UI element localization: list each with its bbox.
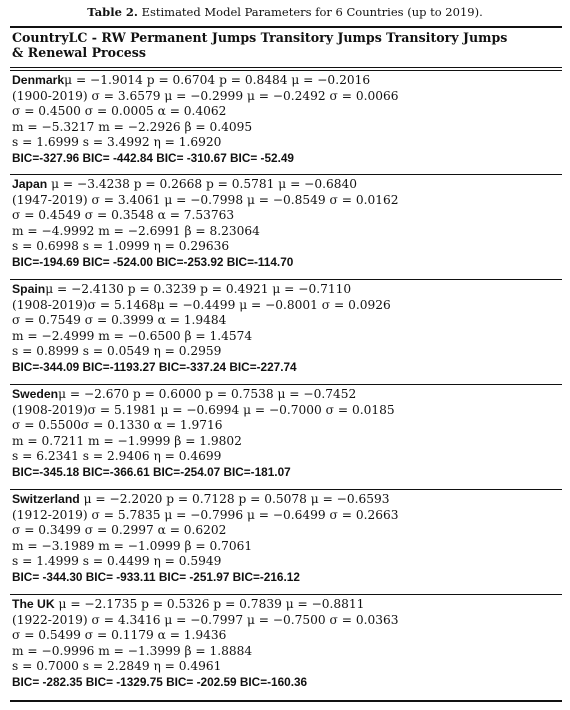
row-params-2: (1922-2019) σ = 4.3416 μ = −0.7997 μ = −0.7500 σ = 0.0363: [12, 612, 399, 627]
table-header: [12, 30, 560, 60]
top-rule: [10, 26, 562, 28]
row-params-3: σ = 0.7549 σ = 0.3999 α = 1.9484: [12, 313, 227, 327]
row-params-4: m = −4.9992 m = −2.6991 β = 8.23064: [12, 223, 260, 238]
row-params-5: s = 1.6999 s = 3.4992 η = 1.6920: [12, 135, 222, 149]
bottom-rule: [10, 700, 562, 702]
row-bic: BIC=-194.69 BIC= -524.00 BIC=-253.92 BIC=-114.70: [12, 254, 294, 269]
row-bic: BIC=-327.96 BIC= -442.84 BIC= -310.67 BIC= -52.49: [12, 150, 294, 165]
params: μ = −2.670 p = 0.6000 p = 0.7538 μ = −0.7452: [58, 387, 357, 401]
spain-rule: [10, 279, 562, 280]
row-params-2: (1912-2019) σ = 5.7835 μ = −0.7996 μ = −0.6499 σ = 0.2663: [12, 507, 399, 522]
row-params-2: (1900-2019) σ = 3.6579 μ = −0.2999 μ = −0.2492 σ = 0.0066: [12, 88, 399, 103]
row-params-5: s = 0.6998 s = 1.0999 η = 0.29636: [12, 239, 230, 253]
row-params-1: [12, 177, 560, 193]
row-params-5: s = 0.8999 s = 0.0549 η = 0.2959: [12, 344, 222, 358]
country-name: Denmark: [12, 73, 65, 87]
country-block-japan: [12, 177, 560, 270]
row-params-1: [12, 387, 560, 403]
row-params-3: σ = 0.5500σ = 0.1330 α = 1.9716: [12, 418, 223, 432]
row-bic: BIC= -344.30 BIC= -933.11 BIC= -251.97 BIC=-216.12: [12, 569, 300, 584]
row-bic: BIC= -282.35 BIC= -1329.75 BIC= -202.59 BIC=-160.36: [12, 674, 308, 689]
table-caption: [0, 5, 570, 19]
uk-rule: [10, 594, 562, 595]
country-block-uk: [12, 597, 560, 690]
row-params-5: s = 6.2341 s = 2.9406 η = 0.4699: [12, 449, 222, 463]
row-params-2: (1908-2019)σ = 5.1981 μ = −0.6994 μ = −0.7000 σ = 0.0185: [12, 402, 395, 417]
caption-text: Estimated Model Parameters for 6 Countries (up to 2019).: [141, 5, 483, 19]
country-name: The UK: [12, 597, 55, 611]
country-name: Switzerland: [12, 492, 80, 506]
row-bic: BIC=-344.09 BIC=-1193.27 BIC=-337.24 BIC=-227.74: [12, 359, 297, 374]
row-params-2: (1947-2019) σ = 3.4061 μ = −0.7998 μ = −0.8549 σ = 0.0162: [12, 192, 399, 207]
row-params-1: [12, 597, 560, 613]
sweden-rule: [10, 384, 562, 385]
row-params-2: (1908-2019)σ = 5.1468μ = −0.4499 μ = −0.8001 σ = 0.0926: [12, 297, 391, 312]
header-rule: [10, 67, 562, 68]
country-block-denmark: [12, 73, 560, 166]
japan-rule: [10, 174, 562, 175]
denmark-rule: [10, 70, 562, 71]
params: μ = −1.9014 p = 0.6704 p = 0.8484 μ = −0.2016: [64, 73, 371, 87]
country-block-spain: [12, 282, 560, 375]
row-params-5: s = 1.4999 s = 0.4499 η = 0.5949: [12, 554, 222, 568]
params: μ = −2.2020 p = 0.7128 p = 0.5078 μ = −0.6593: [79, 492, 390, 506]
header-line-1: CountryLC - RW Permanent Jumps Transitory Jumps Transitory Jumps: [12, 30, 508, 45]
row-params-3: σ = 0.5499 σ = 0.1179 α = 1.9436: [12, 628, 227, 642]
row-params-5: s = 0.7000 s = 2.2849 η = 0.4961: [12, 659, 222, 673]
header-line-2: & Renewal Process: [12, 45, 146, 60]
switzerland-rule: [10, 489, 562, 490]
country-block-switzerland: [12, 492, 560, 585]
row-params-1: [12, 282, 560, 298]
params: μ = −2.4130 p = 0.3239 p = 0.4921 μ = −0.7110: [45, 282, 352, 296]
row-params-4: m = −0.9996 m = −1.3999 β = 1.8884: [12, 643, 253, 658]
params: μ = −2.1735 p = 0.5326 p = 0.7839 μ = −0.8811: [54, 597, 365, 611]
row-params-4: m = −2.4999 m = −0.6500 β = 1.4574: [12, 328, 253, 343]
row-params-4: m = 0.7211 m = −1.9999 β = 1.9802: [12, 433, 242, 448]
row-params-3: σ = 0.4500 σ = 0.0005 α = 0.4062: [12, 104, 227, 118]
row-params-3: σ = 0.4549 σ = 0.3548 α = 7.53763: [12, 208, 235, 222]
caption-label: Table 2.: [87, 5, 138, 19]
row-params-1: [12, 73, 560, 89]
row-params-3: σ = 0.3499 σ = 0.2997 α = 0.6202: [12, 523, 227, 537]
row-params-4: m = −5.3217 m = −2.2926 β = 0.4095: [12, 119, 253, 134]
country-block-sweden: [12, 387, 560, 480]
row-params-4: m = −3.1989 m = −1.0999 β = 0.7061: [12, 538, 253, 553]
row-bic: BIC=-345.18 BIC=-366.61 BIC=-254.07 BIC=-181.07: [12, 464, 291, 479]
params: μ = −3.4238 p = 0.2668 p = 0.5781 μ = −0.6840: [47, 177, 358, 191]
country-name: Sweden: [12, 387, 59, 401]
country-name: Spain: [12, 282, 46, 296]
country-name: Japan: [12, 177, 48, 191]
row-params-1: [12, 492, 560, 508]
